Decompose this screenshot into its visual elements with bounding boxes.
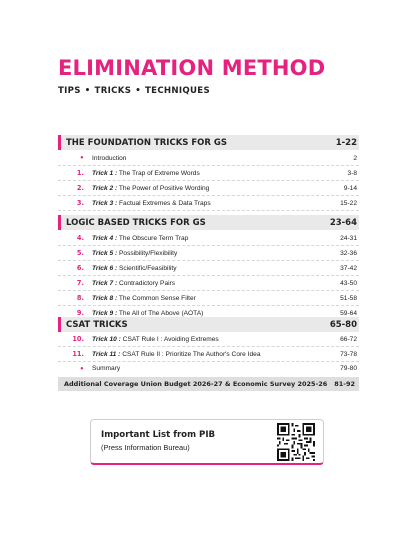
entry-number: 9. <box>76 309 84 317</box>
toc-entry-text: Possibility/Flexibility <box>117 249 178 257</box>
page-title: ELIMINATION METHOD <box>58 56 326 80</box>
toc-row[interactable] <box>58 361 359 376</box>
section-page-range: 65-80 <box>329 319 357 330</box>
section-page-range: 1-22 <box>335 137 357 148</box>
bullet-marker: • <box>79 364 84 373</box>
toc-row[interactable] <box>58 166 359 181</box>
trick-label: Trick 11 : <box>92 350 121 358</box>
section-heading <box>58 135 359 150</box>
subtitle-techniques: TECHNIQUES <box>144 86 210 96</box>
toc-page-number: 24-31 <box>340 234 357 242</box>
entry-number: 4. <box>76 234 84 242</box>
toc-row[interactable] <box>58 291 359 306</box>
toc-entry-text: The Common Sense Filter <box>117 294 196 302</box>
toc-page-number: 66-72 <box>340 335 357 343</box>
section-heading <box>58 317 359 332</box>
bullet-marker: • <box>79 154 84 162</box>
toc-page-number: 2 <box>353 154 357 162</box>
section-title: THE FOUNDATION TRICKS FOR GS <box>66 137 228 148</box>
toc-entry-text: Scientific/Feasibility <box>117 264 177 272</box>
toc-row[interactable] <box>58 151 359 166</box>
pib-info-box <box>90 419 324 465</box>
trick-label: Trick 9 : <box>92 309 118 317</box>
toc-entry-text: Contradictory Pairs <box>117 279 176 287</box>
trick-label: Trick 4 : <box>92 234 118 242</box>
pib-box-title: Important List from PIB <box>101 430 216 440</box>
toc-entry-text: The Power of Positive Wording <box>117 184 210 192</box>
trick-label: Trick 2 : <box>92 184 118 192</box>
toc-entry-text: CSAT Rule II : Prioritize The Author's Core Idea <box>120 350 261 358</box>
toc-page-number: 32-36 <box>340 249 357 257</box>
toc-row[interactable] <box>58 332 359 347</box>
entry-number: 6. <box>76 264 84 272</box>
entry-number: 5. <box>76 249 84 257</box>
section-page-range: 23-64 <box>329 217 357 228</box>
toc-entry-text: Introduction <box>92 154 127 162</box>
separator-dot: • <box>84 86 91 96</box>
entry-number: 3. <box>76 199 84 207</box>
section-heading <box>58 215 359 230</box>
additional-coverage-text: Additional Coverage Union Budget 2026-27 & Economic Survey 2025-26 <box>64 380 328 388</box>
toc-entry-text: The All of The Above (AOTA) <box>117 309 204 317</box>
toc-page-number: 43-50 <box>340 279 357 287</box>
entry-number: 10. <box>72 335 84 343</box>
toc-page-number: 37-42 <box>340 264 357 272</box>
trick-label: Trick 5 : <box>92 249 118 257</box>
toc-row[interactable] <box>58 181 359 196</box>
section-title: CSAT TRICKS <box>66 319 128 330</box>
section-title: LOGIC BASED TRICKS FOR GS <box>66 217 206 228</box>
toc-entry-text: Summary <box>92 365 121 372</box>
toc-entry-text: The Obscure Term Trap <box>117 234 189 242</box>
toc-entry-text: CSAT Rule I : Avoiding Extremes <box>120 335 219 343</box>
pib-box-subtitle: (Press Information Bureau) <box>101 443 190 452</box>
entry-number: 1. <box>76 169 84 177</box>
toc-page-number: 59-64 <box>340 309 357 317</box>
toc-row[interactable] <box>58 246 359 261</box>
subtitle-tips: TIPS <box>58 86 81 96</box>
toc-entry-text: The Trap of Extreme Words <box>117 169 200 177</box>
entry-number: 2. <box>76 184 84 192</box>
trick-label: Trick 6 : <box>92 264 118 272</box>
additional-coverage-pages: 81-92 <box>334 380 355 388</box>
subtitle-tricks: TRICKS <box>94 86 132 96</box>
toc-row[interactable] <box>58 347 359 362</box>
subtitle <box>58 86 210 96</box>
additional-coverage-bar[interactable] <box>58 377 359 391</box>
trick-label: Trick 8 : <box>92 294 118 302</box>
trick-label: Trick 7 : <box>92 279 118 287</box>
toc-row[interactable] <box>58 261 359 276</box>
toc-page-number: 73-78 <box>340 350 357 358</box>
toc-page-number: 9-14 <box>343 184 357 192</box>
toc-row[interactable] <box>58 196 359 211</box>
toc-page-number: 51-58 <box>340 294 357 302</box>
toc-page-number: 15-22 <box>340 199 357 207</box>
entry-number: 11. <box>72 350 84 358</box>
toc-page-number: 3-8 <box>347 169 357 177</box>
entry-number: 7. <box>76 279 84 287</box>
entry-number: 8. <box>76 294 84 302</box>
toc-entry-text: Factual Extremes & Data Traps <box>117 199 211 207</box>
toc-page-number: 79-80 <box>340 365 357 372</box>
separator-dot: • <box>135 86 141 96</box>
trick-label: Trick 1 : <box>92 169 118 177</box>
toc-row[interactable] <box>58 276 359 291</box>
trick-label: Trick 10 : <box>92 335 121 343</box>
toc-row[interactable] <box>58 231 359 246</box>
qr-code-icon[interactable] <box>277 423 315 461</box>
trick-label: Trick 3 : <box>92 199 118 207</box>
